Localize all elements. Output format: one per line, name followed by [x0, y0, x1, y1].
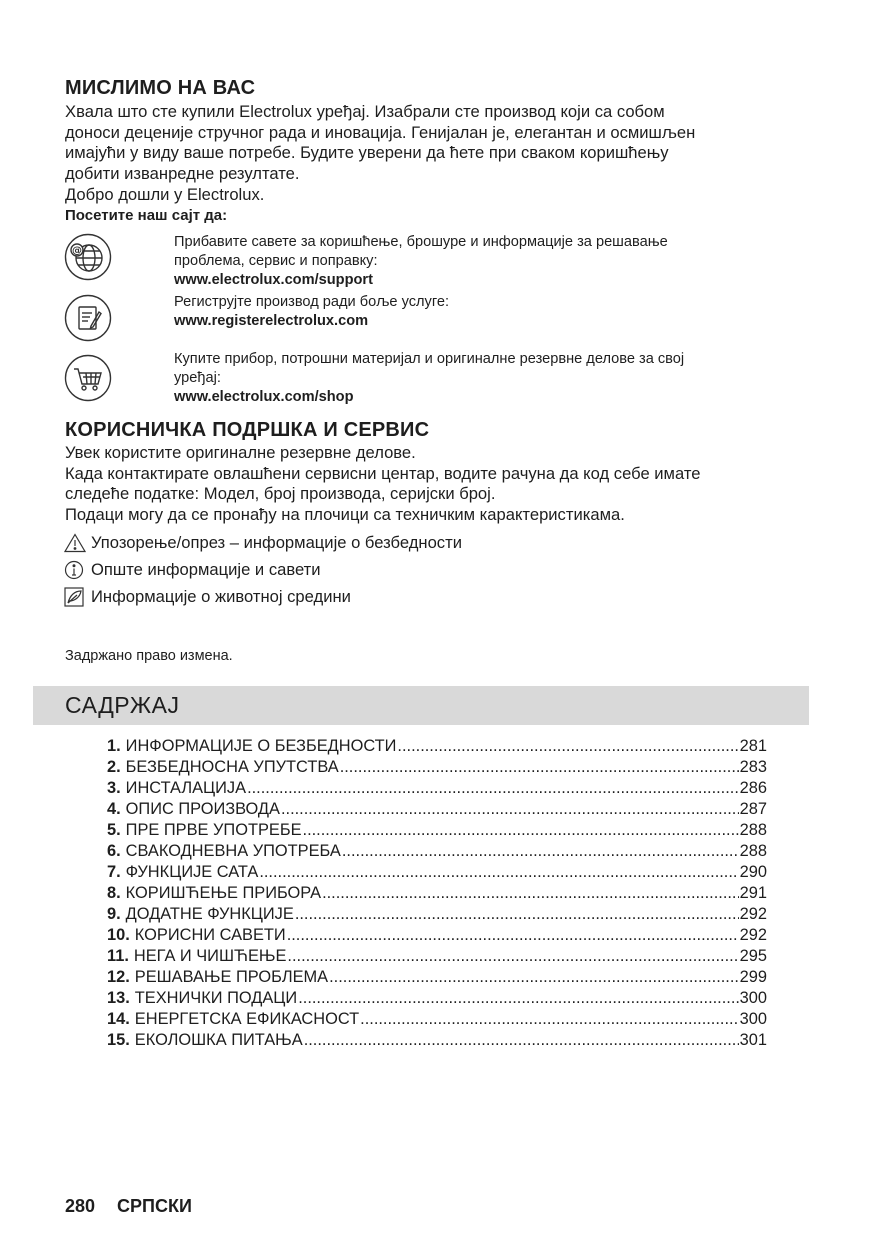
toc-number: 2. — [107, 758, 121, 776]
toc-entry[interactable] — [107, 947, 767, 968]
toc-entry[interactable] — [107, 758, 767, 779]
toc-label: СВАКОДНЕВНА УПОТРЕБА — [125, 842, 341, 860]
service-support — [174, 233, 794, 290]
toc-label: ДОДАТНЕ ФУНКЦИЈЕ — [125, 905, 294, 923]
toc-leader — [340, 758, 739, 777]
toc-page: 288 — [739, 821, 767, 839]
toc-entry[interactable] — [107, 884, 767, 905]
toc-number: 4. — [107, 800, 121, 818]
toc-leader — [397, 737, 738, 756]
toc-page: 292 — [739, 905, 767, 923]
toc-page: 290 — [739, 863, 767, 881]
contents-header — [33, 686, 809, 725]
service-shop — [174, 350, 794, 407]
table-of-contents — [107, 737, 767, 1052]
toc-label: КОРИСНИ САВЕТИ — [134, 926, 286, 944]
welcome-line: имајући у виду ваше потребе. Будите уверени да ћете при сваком коришћењу — [65, 143, 669, 163]
toc-page: 299 — [739, 968, 767, 986]
toc-entry[interactable] — [107, 1010, 767, 1031]
toc-number: 8. — [107, 884, 121, 902]
welcome-paragraph — [65, 102, 810, 206]
footer-language: СРПСКИ — [117, 1196, 192, 1216]
shopping-cart-icon — [64, 354, 112, 402]
service-text: Купите прибор, потрошни материјал и оригиналне резервне делове за свој — [174, 351, 685, 367]
toc-number: 1. — [107, 737, 121, 755]
toc-leader — [247, 779, 739, 798]
warning-triangle-icon — [64, 533, 86, 553]
toc-page: 286 — [739, 779, 767, 797]
legend-text: Упозорење/опрез – информације о безбедности — [91, 533, 462, 552]
toc-entry[interactable] — [107, 926, 767, 947]
toc-number: 7. — [107, 863, 121, 881]
toc-number: 11. — [107, 947, 129, 965]
welcome-heading: МИСЛИМО НА ВАС — [65, 77, 256, 99]
toc-label: ИНФОРМАЦИЈЕ О БЕЗБЕДНОСТИ — [125, 737, 397, 755]
toc-label: ЕКОЛОШКА ПИТАЊА — [134, 1031, 303, 1049]
visit-site-label: Посетите наш сајт да: — [65, 207, 228, 224]
toc-page: 281 — [739, 737, 767, 755]
toc-leader — [281, 800, 739, 819]
toc-page: 300 — [739, 1010, 767, 1028]
page-footer — [65, 1196, 214, 1217]
globe-at-icon — [64, 233, 112, 281]
service-text: Региструјте производ ради боље услуге: — [174, 294, 450, 310]
toc-label: ИНСТАЛАЦИЈА — [125, 779, 247, 797]
legend-environment — [64, 587, 351, 607]
toc-label: ТЕХНИЧКИ ПОДАЦИ — [134, 989, 298, 1007]
toc-entry[interactable] — [107, 968, 767, 989]
toc-label: КОРИШЋЕЊЕ ПРИБОРА — [125, 884, 322, 902]
shop-link[interactable]: www.electrolux.com/shop — [174, 389, 354, 405]
toc-number: 10. — [107, 926, 130, 944]
toc-entry[interactable] — [107, 800, 767, 821]
toc-number: 6. — [107, 842, 121, 860]
legend-warning — [64, 533, 462, 553]
register-link[interactable]: www.registerelectrolux.com — [174, 313, 369, 329]
support-line: Када контактирате овлашћени сервисни центар, водите рачуна да код себе имате — [65, 463, 701, 483]
info-circle-icon — [64, 560, 86, 580]
welcome-line: добити изванредне резултате. — [65, 164, 300, 184]
rights-note: Задржано право измена. — [65, 648, 233, 664]
page-number: 280 — [65, 1196, 96, 1216]
welcome-line: Добро дошли у Electrolux. — [65, 184, 265, 204]
leaf-icon — [64, 587, 86, 607]
welcome-line: доноси деценије стручног рада и иновација. Генијалан је, елегантан и осмишљен — [65, 122, 696, 142]
toc-entry[interactable] — [107, 863, 767, 884]
toc-leader — [287, 947, 738, 966]
service-text: Прибавите савете за коришћење, брошуре и информације за решавање — [174, 234, 668, 250]
legend-text: Опште информације и савети — [91, 560, 321, 579]
toc-leader — [303, 821, 739, 840]
toc-entry[interactable] — [107, 905, 767, 926]
toc-page: 283 — [739, 758, 767, 776]
toc-page: 292 — [739, 926, 767, 944]
toc-entry[interactable] — [107, 989, 767, 1010]
legend-text: Информације о животној средини — [91, 587, 351, 606]
support-paragraph — [65, 443, 810, 526]
toc-entry[interactable] — [107, 779, 767, 800]
welcome-line: Хвала што сте купили Electrolux уређај. Изабрали сте производ који са собом — [65, 102, 665, 121]
register-document-icon — [64, 294, 112, 342]
toc-leader — [259, 863, 738, 882]
toc-label: ЕНЕРГЕТСКА ЕФИКАСНОСТ — [134, 1010, 360, 1028]
support-line: следеће податке: Модел, број производа, серијски број. — [65, 484, 496, 504]
toc-label: ПРЕ ПРВЕ УПОТРЕБЕ — [125, 821, 302, 839]
toc-page: 291 — [739, 884, 767, 902]
toc-label: НЕГА И ЧИШЋЕЊЕ — [133, 947, 287, 965]
toc-page: 287 — [739, 800, 767, 818]
service-text: проблема, сервис и поправку: — [174, 253, 378, 269]
toc-page: 300 — [739, 989, 767, 1007]
toc-leader — [295, 905, 739, 924]
toc-label: ФУНКЦИЈЕ САТА — [125, 863, 259, 881]
toc-leader — [329, 968, 739, 987]
toc-number: 9. — [107, 905, 121, 923]
service-register — [174, 293, 794, 331]
support-line: Увек користите оригиналне резервне делове. — [65, 443, 416, 462]
toc-number: 12. — [107, 968, 130, 986]
toc-number: 3. — [107, 779, 121, 797]
toc-label: РЕШАВАЊЕ ПРОБЛЕМА — [134, 968, 329, 986]
toc-leader — [322, 884, 739, 903]
toc-entry[interactable] — [107, 1031, 767, 1052]
toc-number: 14. — [107, 1010, 130, 1028]
toc-page: 301 — [739, 1031, 767, 1049]
toc-entry[interactable] — [107, 842, 767, 863]
toc-leader — [304, 1031, 739, 1050]
service-text: уређај: — [174, 370, 221, 386]
toc-number: 15. — [107, 1031, 130, 1049]
support-heading: КОРИСНИЧКА ПОДРШКА И СЕРВИС — [65, 419, 430, 441]
toc-label: БЕЗБЕДНОСНА УПУТСТВА — [125, 758, 339, 776]
toc-page: 295 — [739, 947, 767, 965]
toc-page: 288 — [739, 842, 767, 860]
support-line: Подаци могу да се пронађу на плочици са техничким карактеристикама. — [65, 505, 625, 525]
toc-label: ОПИС ПРОИЗВОДА — [125, 800, 280, 818]
support-link[interactable]: www.electrolux.com/support — [174, 272, 373, 288]
contents-title: САДРЖАЈ — [65, 692, 180, 718]
svg-text:@: @ — [72, 245, 82, 257]
toc-entry[interactable] — [107, 737, 767, 758]
toc-entry[interactable] — [107, 821, 767, 842]
toc-number: 5. — [107, 821, 121, 839]
toc-leader — [360, 1010, 738, 1029]
toc-number: 13. — [107, 989, 130, 1007]
toc-leader — [287, 926, 739, 945]
toc-leader — [298, 989, 738, 1008]
toc-leader — [342, 842, 739, 861]
legend-info — [64, 560, 321, 580]
